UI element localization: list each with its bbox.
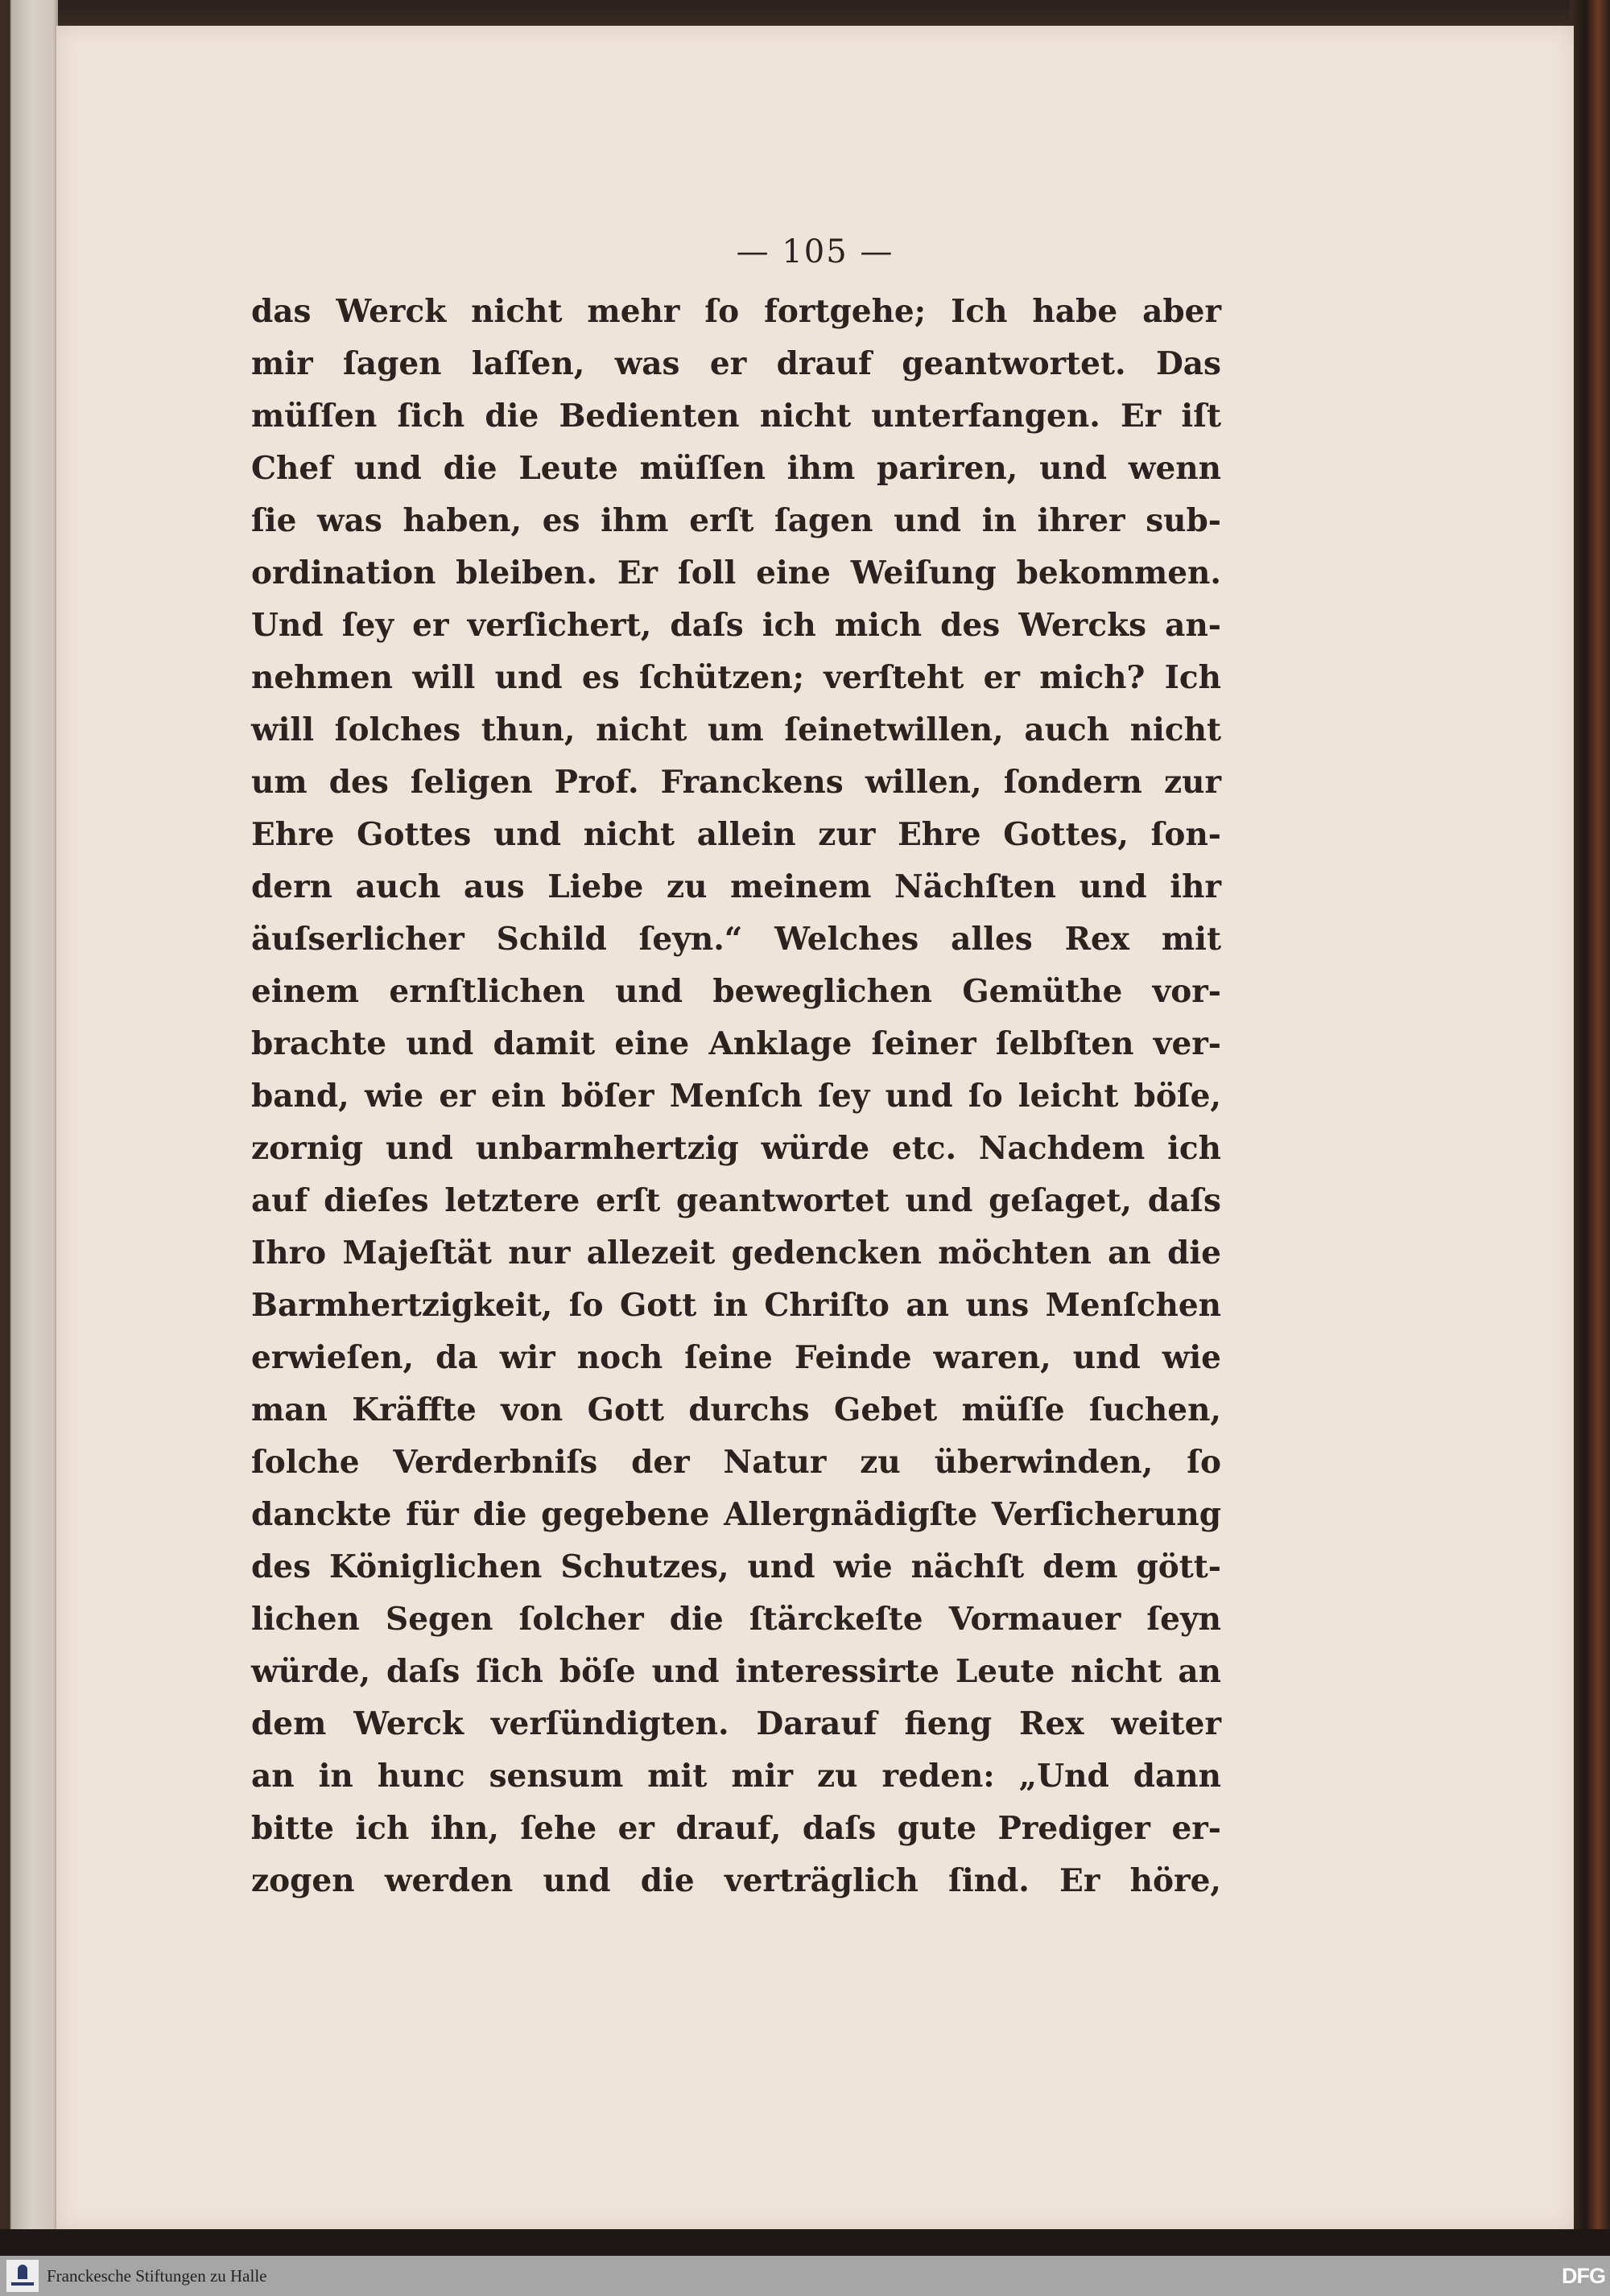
text-line: Chef und die Leute müſſen ihm pariren, und wenn [251,450,1221,487]
text-line: auf dieſes letztere erſt geantwortet und geſaget, daſs [251,1182,1221,1219]
page-edges-left [0,0,58,2256]
text-line: brachte und damit eine Anklage ſeiner ſelbſten ver- [251,1025,1221,1062]
text-line: Barmhertzigkeit, ſo Gott in Chriſto an uns Menſchen [251,1287,1221,1324]
viewer-footer [0,2256,1610,2296]
text-line: dern auch aus Liebe zu meinem Nächſten und ihr [251,868,1221,905]
text-line: zogen werden und die verträglich ſind. Er höre, [251,1862,1221,1899]
text-line: danckte für die gegebene Allergnädigſte Verſicherung [251,1496,1221,1533]
text-line: bitte ich ihn, ſehe er drauf, daſs gute Prediger er- [251,1810,1221,1847]
institution-logo-icon [6,2260,39,2292]
book-binding-bottom [0,2229,1610,2256]
text-line: müſſen ſich die Bedienten nicht unterfangen. Er iſt [251,398,1221,435]
text-line: dem Werck verſündigten. Darauf fieng Rex weiter [251,1705,1221,1742]
text-line: ſie was haben, es ihm erſt ſagen und in ihrer sub- [251,502,1221,539]
text-line: Ehre Gottes und nicht allein zur Ehre Gottes, ſon- [251,816,1221,853]
text-line: lichen Segen ſolcher die ſtärckeſte Vormauer ſeyn [251,1601,1221,1638]
text-line: das Werck nicht mehr ſo fortgehe; Ich habe aber [251,293,1221,330]
text-line: des Königlichen Schutzes, und wie nächſt dem gött- [251,1548,1221,1585]
text-line: um des ſeligen Prof. Franckens willen, ſondern zur [251,764,1221,801]
book-binding-right [1570,0,1610,2256]
text-line: würde, daſs ſich böſe und interessirte Leute nicht an [251,1653,1221,1690]
text-line: mir ſagen laſſen, was er drauf geantwortet. Das [251,345,1221,382]
text-line: zornig und unbarmhertzig würde etc. Nachdem ich [251,1130,1221,1167]
text-line: erwieſen, da wir noch ſeine Feinde waren, und wie [251,1339,1221,1376]
text-line: ordination bleiben. Er ſoll eine Weiſung bekommen. [251,554,1221,592]
dfg-logo: DFG [1562,2264,1605,2288]
text-line: will ſolches thun, nicht um ſeinetwillen, auch nicht [251,711,1221,748]
text-line: äuſserlicher Schild ſeyn.“ Welches alles Rex mit [251,921,1221,958]
text-line: band, wie er ein böſer Menſch ſey und ſo leicht böſe, [251,1078,1221,1115]
text-line: an in hunc sensum mit mir zu reden: „Und dann [251,1758,1221,1795]
institution-name: Franckesche Stiftungen zu Halle [47,2266,267,2286]
text-line: Ihro Majeſtät nur allezeit gedencken möchten an die [251,1235,1221,1272]
text-line: einem ernſtlichen und beweglichen Gemüthe vor- [251,973,1221,1010]
page-number: — 105 — [736,233,894,270]
text-line: ſolche Verderbniſs der Natur zu überwinden, ſo [251,1444,1221,1481]
page-body-text [251,286,1221,1907]
text-line: man Kräffte von Gott durchs Gebet müſſe ſuchen, [251,1391,1221,1428]
text-line: Und ſey er verſichert, daſs ich mich des Wercks an- [251,607,1221,644]
text-line: nehmen will und es ſchützen; verſteht er mich? Ich [251,659,1221,696]
